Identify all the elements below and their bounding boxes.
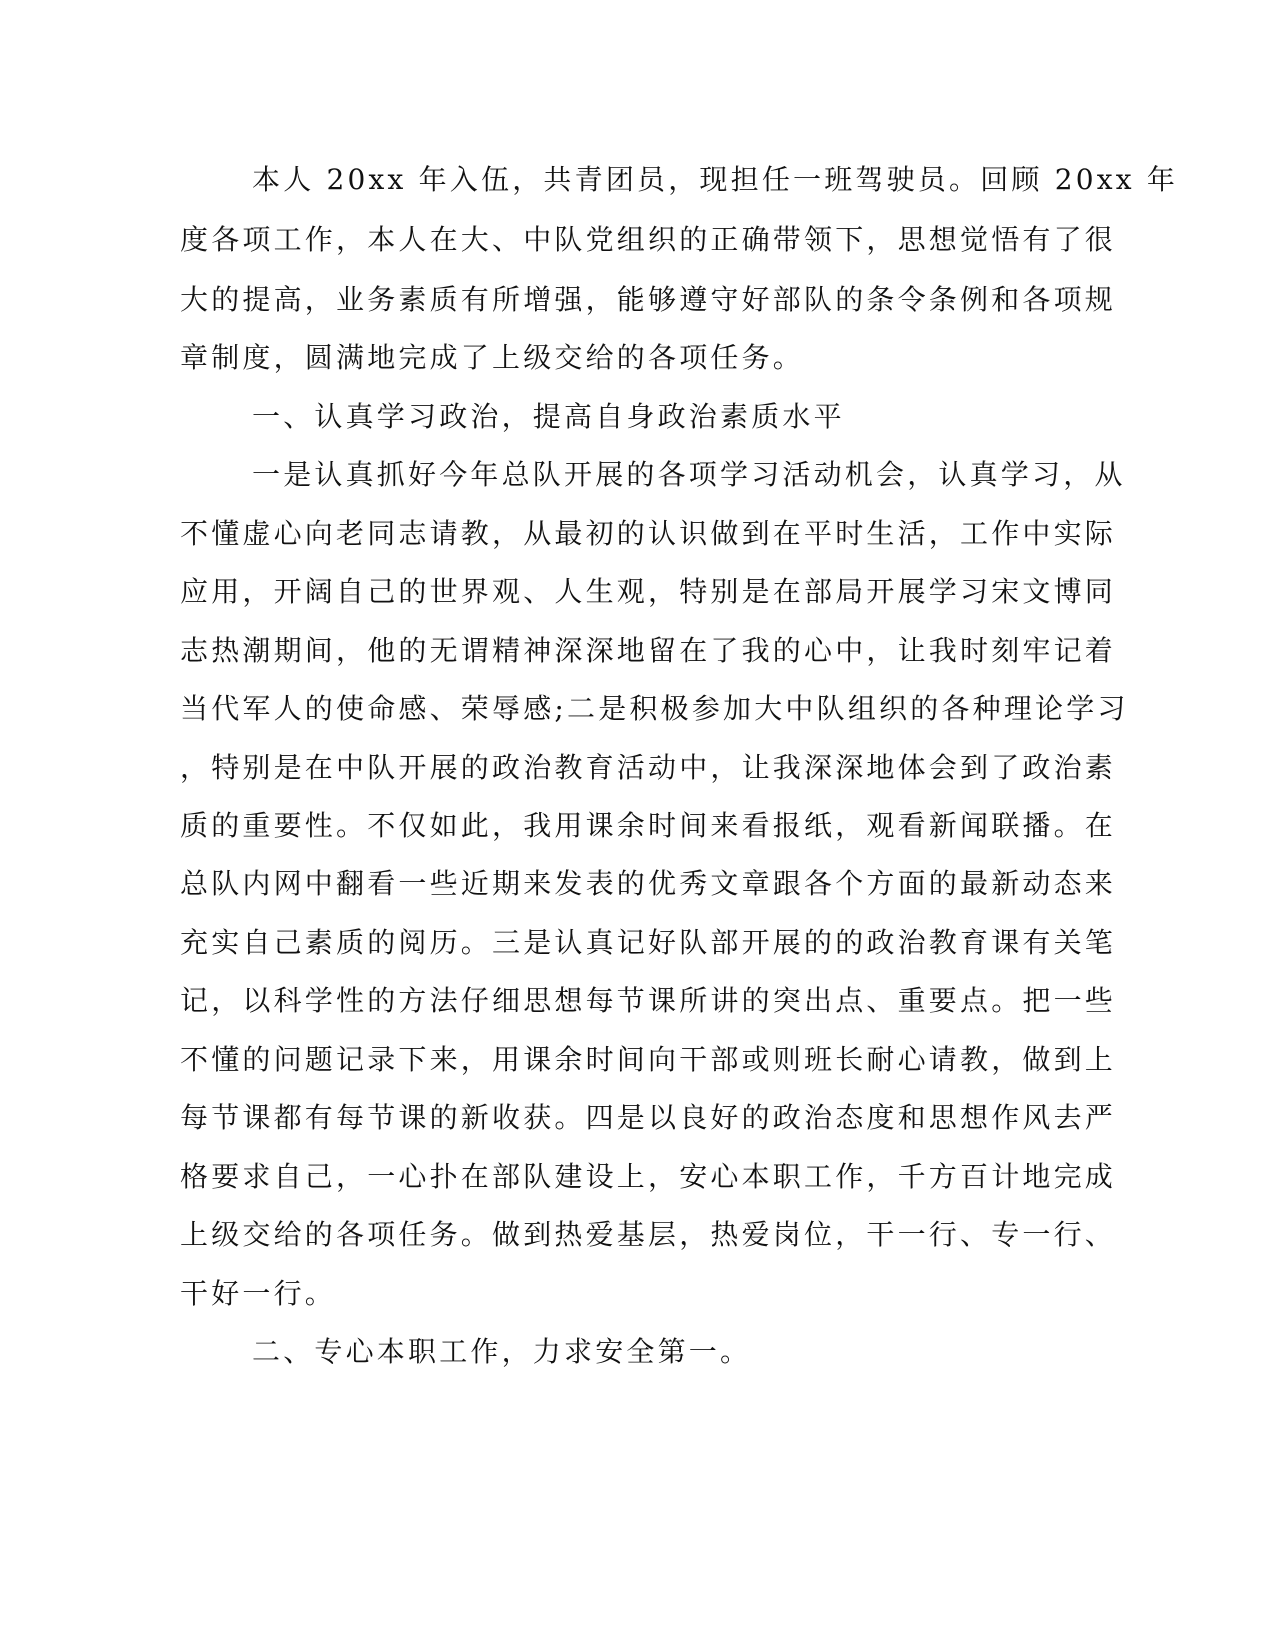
section-heading: 二、专心本职工作，力求安全第一。: [252, 1335, 752, 1368]
intro-paragraph-line: 本人 20xx 年入伍，共青团员，现担任一班驾驶员。回顾 20xx 年: [252, 163, 1179, 196]
body-paragraph-line: 记，以科学性的方法仔细思想每节课所讲的突出点、重要点。把一些: [180, 984, 1117, 1017]
intro-paragraph-line: 度各项工作，本人在大、中队党组织的正确带领下，思想觉悟有了很: [180, 223, 1117, 256]
body-paragraph-line: 应用，开阔自己的世界观、人生观，特别是在部局开展学习宋文博同: [180, 575, 1117, 608]
section-heading: 一、认真学习政治，提高自身政治素质水平: [252, 400, 845, 433]
body-paragraph-line: 志热潮期间，他的无谓精神深深地留在了我的心中，让我时刻牢记着: [180, 634, 1117, 667]
body-paragraph-line: ，特别是在中队开展的政治教育活动中，让我深深地体会到了政治素: [180, 751, 1117, 784]
body-paragraph-line: 质的重要性。不仅如此，我用课余时间来看报纸，观看新闻联播。在: [180, 809, 1117, 842]
body-paragraph-line: 当代军人的使命感、荣辱感;二是积极参加大中队组织的各种理论学习: [180, 692, 1129, 725]
body-paragraph-line: 总队内网中翻看一些近期来发表的优秀文章跟各个方面的最新动态来: [180, 867, 1117, 900]
body-paragraph-line: 上级交给的各项任务。做到热爱基层，热爱岗位，干一行、专一行、: [180, 1218, 1117, 1251]
body-paragraph-line: 格要求自己，一心扑在部队建设上，安心本职工作，千方百计地完成: [180, 1160, 1117, 1193]
body-paragraph-line: 每节课都有每节课的新收获。四是以良好的政治态度和思想作风去严: [180, 1101, 1117, 1134]
intro-paragraph-line: 大的提高，业务素质有所增强，能够遵守好部队的条令条例和各项规: [180, 283, 1117, 316]
body-paragraph-line: 不懂虚心向老同志请教，从最初的认识做到在平时生活，工作中实际: [180, 517, 1117, 550]
intro-paragraph-line: 章制度，圆满地完成了上级交给的各项任务。: [180, 341, 805, 374]
body-paragraph-line: 干好一行。: [180, 1277, 337, 1310]
body-paragraph-line: 一是认真抓好今年总队开展的各项学习活动机会，认真学习，从: [252, 458, 1126, 491]
body-paragraph-line: 不懂的问题记录下来，用课余时间向干部或则班长耐心请教，做到上: [180, 1043, 1117, 1076]
body-paragraph-line: 充实自己素质的阅历。三是认真记好队部开展的的政治教育课有关笔: [180, 926, 1117, 959]
